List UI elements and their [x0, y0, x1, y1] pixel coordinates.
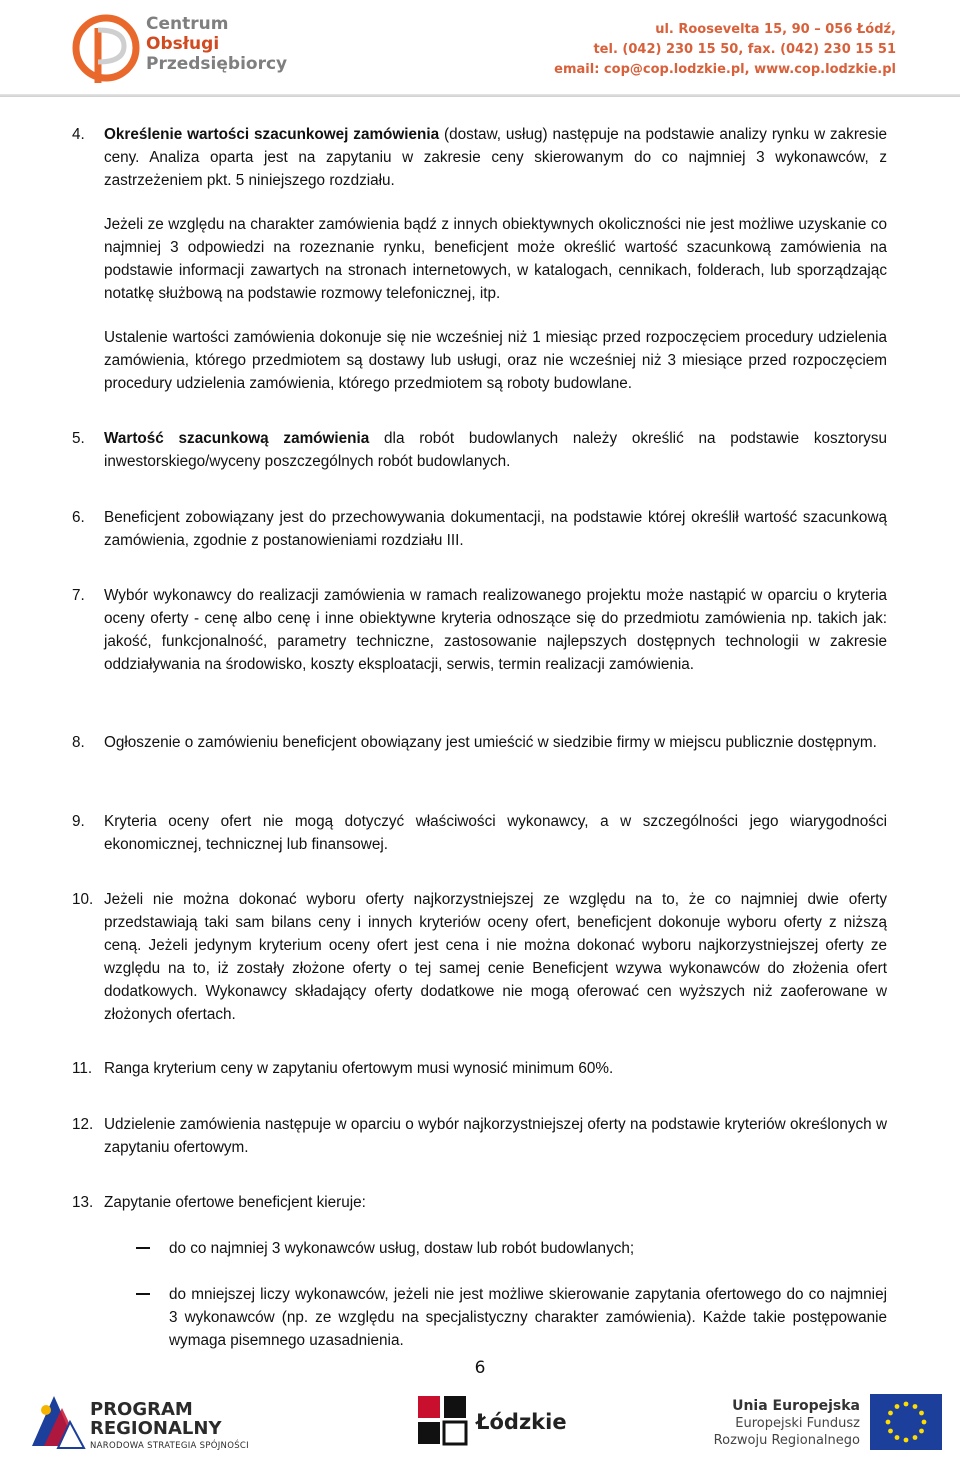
- footer-left-line-1: PROGRAM: [90, 1399, 193, 1420]
- address-line-1: ul. Roosevelta 15, 90 – 056 Łódź,: [655, 22, 896, 37]
- paragraph-4c: Ustalenie wartości zamówienia dokonuje się nie wcześniej niż 1 miesiąc przed rozpoczęciem procedury udzielenia zamówienia, którego przedmiotem są dostawy lub usługi, oraz nie wcześniej niż 3 miesiące przed rozpoczęciem procedury udzielenia zamówienia, którego przedmiotem są roboty budowlane.: [104, 329, 887, 392]
- bullet-dash: [136, 1293, 150, 1295]
- item-5-text: dla robót budowlanych należy określić na podstawie kosztorysu inwestorskiego/wyceny poszczególnych robót budowlanych.: [104, 430, 887, 470]
- paragraph-4b: Jeżeli ze względu na charakter zamówienia bądź z innych obiektywnych okoliczności nie jest możliwe uzyskanie co najmniej 3 odpowiedzi na rozeznanie rynku, beneficjent może określić wartość szacunkową zamówienia na podstawie informacji zawartych na stronach internetowych, w katalogach, cennikach, folderach, lub sporządzając notatkę służbową na podstawie rozmowy telefonicznej, itp.: [104, 216, 887, 302]
- item-number: 8.: [72, 734, 85, 751]
- item-number: 7.: [72, 587, 85, 604]
- bullet-dash: [136, 1247, 150, 1249]
- logo-line-2: Obsługi: [146, 34, 220, 54]
- item-number: 9.: [72, 813, 85, 830]
- item-8: Ogłoszenie o zamówieniu beneficjent obowiązany jest umieścić w siedzibie firmy w miejscu publicznie dostępnym.: [104, 734, 877, 751]
- program-regionalny-text: [90, 1400, 249, 1451]
- header-address: [554, 20, 896, 80]
- item-number: 4.: [72, 126, 85, 143]
- footer-left-line-2: REGIONALNY: [90, 1418, 222, 1439]
- footer-right-line-1: Unia Europejska: [732, 1398, 860, 1414]
- item-13: Zapytanie ofertowe beneficjent kieruje:: [104, 1194, 366, 1211]
- item-number: 6.: [72, 509, 85, 526]
- item-10: Jeżeli nie można dokonać wyboru oferty najkorzystniejszej ze względu na to, że co najmniej dwie oferty przedstawiają taki sam bilans ceny i innych kryteriów oceny ofert, beneficjent dokonuje wyboru oferty z niższą ceną. Jeżeli jedynym kryterium oceny ofert jest cena i nie można dokonać wyboru najkorzystniejszej oferty ze względu na to, iż zostały złożone oferty o tej samej cenie Beneficjent wzywa wykonawców do złożenia ofert dodatkowych. Wykonawcy składający oferty dodatkowe nie mogą oferować cen wyższych niż zaoferowane w złożonych ofertach.: [104, 891, 887, 1023]
- item-number: 10.: [72, 891, 94, 908]
- eu-flag-icon: [870, 1394, 942, 1450]
- logo-line-1: Centrum: [146, 14, 229, 34]
- bullet-2: do mniejszej liczy wykonawców, jeżeli nie jest możliwe skierowanie zapytania ofertowego do co najmniej 3 wykonawców (np. ze względu na specjalistyczny charakter zamówienia). Każde takie postępowanie wymaga pisemnego uzasadnienia.: [169, 1286, 887, 1349]
- item-number: 12.: [72, 1116, 94, 1133]
- item-4-text: (dostaw, usług) następuje na podstawie analizy rynku w zakresie ceny. Analiza oparta jest na zapytaniu w zakresie ceny skierowanym do co najmniej 3 wykonawców, z zastrzeżeniem pkt. 5 niniejszego rozdziału.: [104, 126, 887, 189]
- item-number: 13.: [72, 1194, 94, 1211]
- item-number: 5.: [72, 430, 85, 447]
- footer-right-line-2: Europejski Fundusz: [735, 1416, 860, 1431]
- item-5-bold: Wartość szacunkową zamówienia: [104, 430, 370, 447]
- page-header: [0, 0, 960, 100]
- logo-line-3: Przedsiębiorcy: [146, 54, 288, 74]
- page-footer: [0, 1380, 960, 1464]
- item-6: Beneficjent zobowiązany jest do przechowywania dokumentacji, na podstawie której określił wartość szacunkową zamówienia, zgodnie z postanowieniami rozdziału III.: [104, 509, 887, 549]
- bullet-1: do co najmniej 3 wykonawców usług, dostaw lub robót budowlanych;: [169, 1240, 635, 1257]
- lodzkie-text: Łódzkie: [476, 1410, 567, 1434]
- item-7: Wybór wykonawcy do realizacji zamówienia w ramach realizowanego projektu może nastąpić w oparciu o kryteria oceny oferty - cenę albo cenę i inne obiektywne kryteria odnoszące się do przedmiotu zamówienia np. takich jak: jakość, funkcjonalność, parametry techniczne, zastosowanie najlepszych dostępnych technologii w zakresie oddziaływania na środowisko, koszty eksploatacji, serwis, termin realizacji zamówienia.: [104, 587, 887, 673]
- item-5: [104, 427, 887, 473]
- page-number: 6: [474, 1358, 486, 1378]
- logo-text: [146, 14, 287, 74]
- item-9: Kryteria oceny ofert nie mogą dotyczyć właściwości wykonawcy, a w szczególności jego wiarygodności ekonomicznej, technicznej lub finansowej.: [104, 813, 887, 853]
- address-line-3[interactable]: email: cop@cop.lodzkie.pl, www.cop.lodzkie.pl: [554, 62, 896, 77]
- address-line-2: tel. (042) 230 15 50, fax. (042) 230 15 51: [593, 42, 896, 57]
- footer-left-line-3: NARODOWA STRATEGIA SPÓJNOŚCI: [90, 1441, 249, 1451]
- item-4: [104, 123, 887, 192]
- header-divider: [0, 94, 960, 97]
- item-11: Ranga kryterium ceny w zapytaniu ofertowym musi wynosić minimum 60%.: [104, 1060, 614, 1077]
- eu-text: [714, 1398, 860, 1449]
- item-12: Udzielenie zamówienia następuje w oparciu o wybór najkorzystniejszej oferty na podstawie kryteriów określonych w zapytaniu ofertowym.: [104, 1116, 887, 1156]
- item-4-bold: Określenie wartości szacunkowej zamówienia: [104, 126, 440, 143]
- footer-right-line-3: Rozwoju Regionalnego: [713, 1433, 860, 1448]
- item-number: 11.: [72, 1060, 93, 1077]
